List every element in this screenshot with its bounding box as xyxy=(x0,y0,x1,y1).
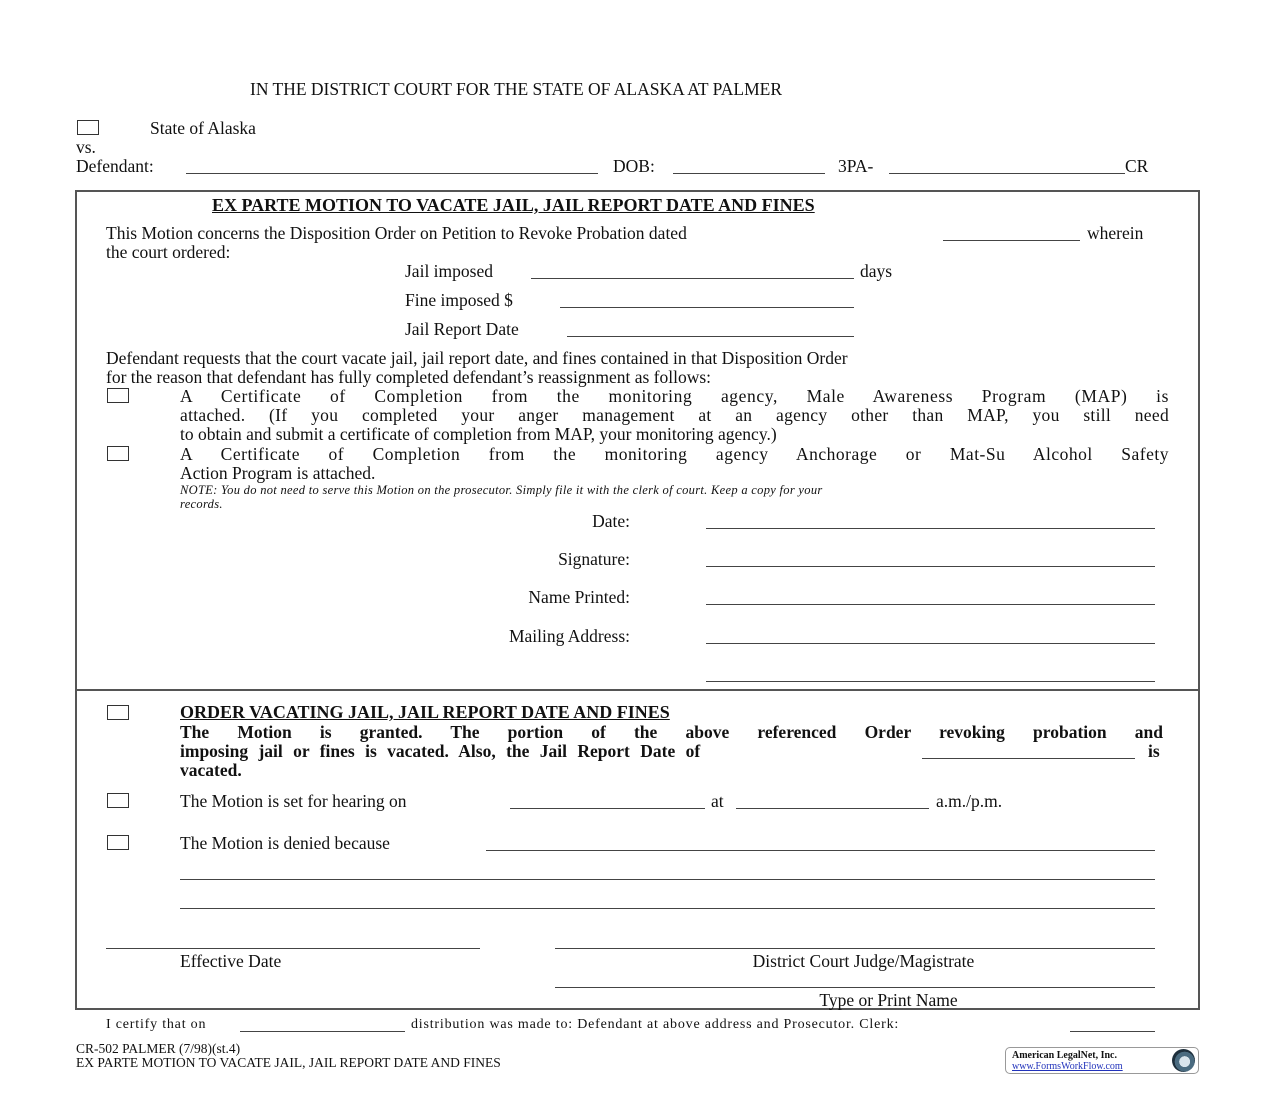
effective-date-label: Effective Date xyxy=(180,951,282,971)
option-map-line1: A Certificate of Completion from the monitoring agency, Male Awareness Program (MAP) is xyxy=(180,386,1169,406)
order-denied-checkbox[interactable] xyxy=(107,835,129,850)
form-frame xyxy=(75,190,1200,1010)
signature-label: Signature: xyxy=(558,549,630,569)
denied-reason-field-line2[interactable] xyxy=(180,879,1155,880)
hearing-label: The Motion is set for hearing on xyxy=(180,791,407,811)
note-line2: records. xyxy=(180,497,223,511)
order-granted-line2-text: imposing jail or fines is vacated. Also, the Jail Report Date of xyxy=(180,741,701,761)
hearing-date-field[interactable] xyxy=(510,808,705,809)
jail-imposed-unit: days xyxy=(860,261,893,281)
denied-label: The Motion is denied because xyxy=(180,833,390,853)
motion-intro-text: This Motion concerns the Disposition Order on Petition to Revoke Probation dated xyxy=(106,223,687,243)
disposition-date-field[interactable] xyxy=(943,240,1080,241)
option-map-line2: attached. (If you completed your anger management at an agency other than MAP, you still need xyxy=(180,405,1169,425)
order-title: ORDER VACATING JAIL, JAIL REPORT DATE AND FINES xyxy=(180,702,670,722)
certify-text-b: distribution was made to: Defendant at above address and Prosecutor. Clerk: xyxy=(411,1017,900,1032)
clerk-field[interactable] xyxy=(1070,1031,1155,1032)
jail-report-date-label: Jail Report Date xyxy=(405,319,519,339)
order-granted-line1: The Motion is granted. The portion of the above referenced Order revoking probation and xyxy=(180,722,1163,742)
hearing-at-label: at xyxy=(711,791,724,811)
date-field[interactable] xyxy=(706,528,1155,529)
plaintiff-label: State of Alaska xyxy=(150,118,256,138)
jail-imposed-field[interactable] xyxy=(531,278,854,279)
plaintiff-checkbox[interactable] xyxy=(77,120,99,135)
mailing-address-field-line2[interactable] xyxy=(706,681,1155,682)
certify-text-a: I certify that on xyxy=(106,1017,207,1032)
order-granted-is: is xyxy=(1148,741,1160,761)
option-map-checkbox[interactable] xyxy=(107,388,129,403)
judge-signature-field[interactable] xyxy=(555,948,1155,949)
dob-label: DOB: xyxy=(613,156,655,176)
request-text-line2: for the reason that defendant has fully completed defendant’s reassignment as follows: xyxy=(106,367,712,387)
signature-field[interactable] xyxy=(706,566,1155,567)
defendant-name-field[interactable] xyxy=(186,173,598,174)
vs-label: vs. xyxy=(76,137,96,157)
judge-label: District Court Judge/Magistrate xyxy=(752,951,975,971)
request-text-line1: Defendant requests that the court vacate jail, jail report date, and fines contained in that Disposition Order xyxy=(106,348,848,368)
option-map-line3: to obtain and submit a certificate of completion from MAP, your monitoring agency.) xyxy=(180,424,777,444)
badge-company: American LegalNet, Inc. xyxy=(1012,1050,1117,1061)
effective-date-field[interactable] xyxy=(106,948,480,949)
option-asap-line1: A Certificate of Completion from the monitoring agency Anchorage or Mat-Su Alcohol Safety xyxy=(180,444,1169,464)
defendant-label: Defendant: xyxy=(76,156,154,176)
denied-reason-field-line3[interactable] xyxy=(180,908,1155,909)
mailing-address-field-line1[interactable] xyxy=(706,643,1155,644)
legalnet-badge[interactable] xyxy=(1005,1047,1199,1074)
case-suffix-label: CR xyxy=(1125,156,1149,176)
form-code: CR-502 PALMER (7/98)(st.4) xyxy=(76,1041,241,1056)
motion-title: EX PARTE MOTION TO VACATE JAIL, JAIL REPORT DATE AND FINES xyxy=(212,195,815,215)
globe-logo-icon xyxy=(1172,1049,1195,1072)
motion-intro-line2: the court ordered: xyxy=(106,242,231,262)
option-asap-line2: Action Program is attached. xyxy=(180,463,376,483)
badge-url-link[interactable]: www.FormsWorkFlow.com xyxy=(1012,1061,1123,1072)
certify-date-field[interactable] xyxy=(240,1031,405,1032)
mailing-address-label: Mailing Address: xyxy=(508,626,630,646)
note-line1: NOTE: You do not need to serve this Motion on the prosecutor. Simply file it with the clerk of court. Keep a copy for your xyxy=(180,483,823,497)
fine-imposed-label: Fine imposed $ xyxy=(405,290,513,310)
name-printed-field[interactable] xyxy=(706,604,1155,605)
print-name-label: Type or Print Name xyxy=(819,990,958,1010)
case-number-field[interactable] xyxy=(889,173,1125,174)
order-jail-report-date-field[interactable] xyxy=(922,758,1135,759)
order-granted-checkbox[interactable] xyxy=(107,705,129,720)
hearing-ampm-label: a.m./p.m. xyxy=(936,791,1003,811)
dob-field[interactable] xyxy=(673,173,825,174)
court-title: IN THE DISTRICT COURT FOR THE STATE OF ALASKA AT PALMER xyxy=(250,79,783,99)
jail-report-date-field[interactable] xyxy=(567,336,854,337)
option-asap-checkbox[interactable] xyxy=(107,446,129,461)
order-hearing-checkbox[interactable] xyxy=(107,793,129,808)
form-footer-title: EX PARTE MOTION TO VACATE JAIL, JAIL REPORT DATE AND FINES xyxy=(76,1055,501,1070)
print-name-field[interactable] xyxy=(555,987,1155,988)
section-divider xyxy=(75,689,1200,691)
fine-imposed-field[interactable] xyxy=(560,307,854,308)
date-label: Date: xyxy=(592,511,630,531)
case-prefix-label: 3PA- xyxy=(838,156,874,176)
order-granted-line3: vacated. xyxy=(180,760,242,780)
denied-reason-field-line1[interactable] xyxy=(486,850,1155,851)
name-printed-label: Name Printed: xyxy=(528,587,630,607)
jail-imposed-label: Jail imposed xyxy=(405,261,493,281)
hearing-time-field[interactable] xyxy=(736,808,929,809)
motion-intro-wherein: wherein xyxy=(1087,223,1144,243)
